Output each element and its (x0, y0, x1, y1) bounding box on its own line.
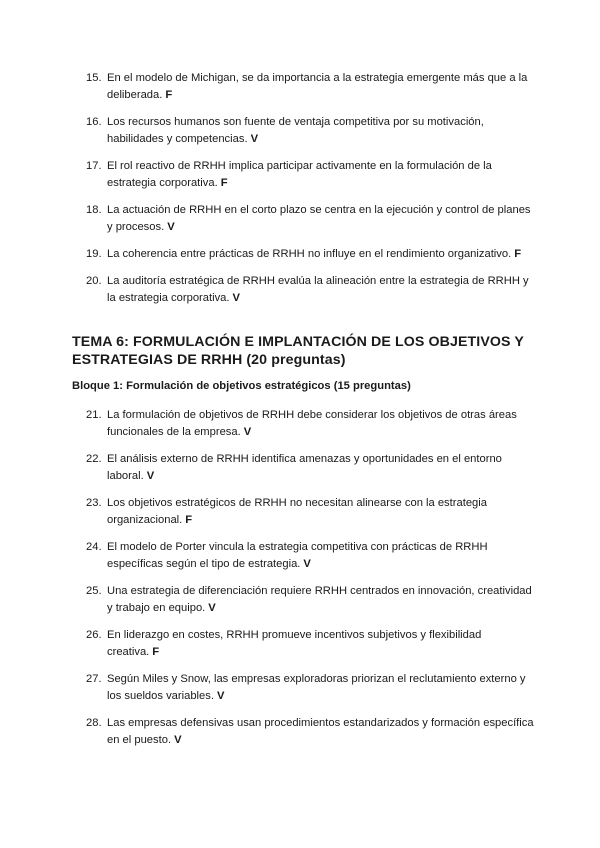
item-text: El rol reactivo de RRHH implica participar activamente en la formulación de la estrategia corporativa. (107, 160, 492, 189)
item-text: La formulación de objetivos de RRHH debe considerar los objetivos de otras áreas funcionales de la empresa. (107, 409, 517, 438)
item-text: Los objetivos estratégicos de RRHH no necesitan alinearse con la estrategia organizacional. (107, 497, 487, 526)
item-text: En liderazgo en costes, RRHH promueve incentivos subjetivos y flexibilidad creativa. (107, 629, 482, 658)
list-item (0, 495, 600, 529)
list-item (0, 671, 600, 705)
item-number: 24. (86, 541, 102, 553)
item-answer: V (216, 690, 225, 702)
item-number: 23. (86, 497, 102, 509)
item-number: 26. (86, 629, 102, 641)
list-item (0, 627, 600, 661)
item-answer: V (208, 602, 216, 614)
item-number: 18. (86, 204, 102, 216)
item-answer: V (146, 470, 155, 482)
item-answer: F (514, 248, 522, 260)
item-answer: V (250, 133, 259, 145)
list-item (0, 158, 600, 192)
list-item (0, 583, 600, 617)
item-number: 16. (86, 116, 102, 128)
item-answer: F (152, 646, 160, 658)
list-item (0, 202, 600, 236)
item-number: 25. (86, 585, 102, 597)
list-item (0, 407, 600, 441)
list-item (0, 451, 600, 485)
question-list-part-1 (0, 70, 600, 317)
list-item (0, 715, 600, 749)
item-text: La coherencia entre prácticas de RRHH no influye en el rendimiento organizativo. (107, 248, 512, 260)
item-number: 28. (86, 717, 102, 729)
item-text: La actuación de RRHH en el corto plazo se centra en la ejecución y control de planes y procesos. (107, 204, 531, 233)
item-answer: F (185, 514, 193, 526)
item-number: 19. (86, 248, 102, 260)
item-answer: V (303, 558, 311, 570)
item-text: Los recursos humanos son fuente de ventaja competitiva por su motivación, habilidades y competencias. (107, 116, 484, 145)
item-text: La auditoría estratégica de RRHH evalúa la alineación entre la estrategia de RRHH y la estrategia corporativa. (107, 275, 529, 304)
list-item (0, 246, 600, 263)
item-number: 27. (86, 673, 102, 685)
list-item (0, 114, 600, 148)
item-text: Una estrategia de diferenciación requiere RRHH centrados en innovación, creatividad y trabajo en equipo. (107, 585, 532, 614)
item-text: El modelo de Porter vincula la estrategia competitiva con prácticas de RRHH específicas según el tipo de estrategia. (107, 541, 488, 570)
item-answer: V (232, 292, 240, 304)
question-list-part-2 (0, 407, 600, 759)
list-item (0, 539, 600, 573)
list-item (0, 70, 600, 104)
item-text: Según Miles y Snow, las empresas exploradoras priorizan el reclutamiento externo y los sueldos variables. (107, 673, 526, 702)
item-answer: F (165, 89, 173, 101)
block-subheading: Bloque 1: Formulación de objetivos estratégicos (15 preguntas) (72, 380, 411, 392)
item-number: 15. (86, 72, 102, 84)
item-number: 17. (86, 160, 102, 172)
item-answer: V (167, 221, 175, 233)
item-answer: V (243, 426, 252, 438)
item-answer: F (220, 177, 228, 189)
item-answer: V (174, 734, 182, 746)
list-item (0, 273, 600, 307)
item-text: En el modelo de Michigan, se da importancia a la estrategia emergente más que a la deliberada. (107, 72, 528, 101)
item-number: 21. (86, 409, 102, 421)
item-number: 22. (86, 453, 102, 465)
item-text: Las empresas defensivas usan procedimientos estandarizados y formación específica en el puesto. (107, 717, 534, 746)
section-heading: TEMA 6: FORMULACIÓN E IMPLANTACIÓN DE LOS OBJETIVOS Y ESTRATEGIAS DE RRHH (20 preguntas) (72, 334, 524, 368)
item-number: 20. (86, 275, 102, 287)
item-text: El análisis externo de RRHH identifica amenazas y oportunidades en el entorno laboral. (107, 453, 502, 482)
